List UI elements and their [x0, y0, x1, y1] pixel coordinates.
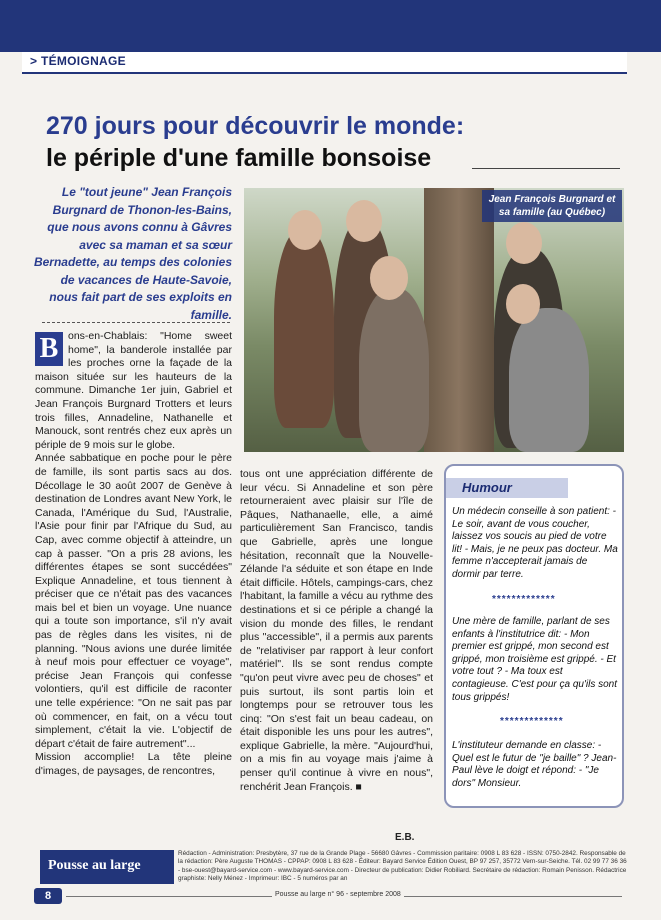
person-1 [274, 228, 334, 428]
humour-title: Humour [462, 480, 512, 495]
article-lede: Le "tout jeune" Jean François Burgnard de Thonon-les-Bains, que nous avons connu à Gâvres avec sa maman et sa sœur Bernadette, au temps des colonies de vacances de Haute-Savoie, nous fait part de ses exploits en famille. [33, 185, 232, 322]
article-paragraph-1: ons-en-Chablais: "Home sweet home", la banderole installée par les proches orne la façade de la maison située sur les hauteurs de la commune. Dimanche 1er juin, Gabriel et Jean François Burgnard Trotters et leurs trois filles, Annadeline, Nathanelle et Manouck, sont rentrés chez eux après un périple de 9 mois sur le globe. [35, 330, 232, 451]
title-rule [472, 168, 620, 169]
tree-trunk [424, 188, 494, 452]
family-photo [244, 188, 624, 452]
magazine-logo-text: Pousse au large [48, 858, 141, 873]
person-5 [509, 308, 589, 452]
author-signature: E.B. [395, 832, 415, 843]
person-3 [359, 288, 429, 452]
footer-credits: Rédaction - Administration: Presbytère, 37 rue de la Grande Plage - 56680 Gâvres - Commission paritaire: 0908 L 83 628 - ISSN: 0750-2842. Responsable de la rédaction: Père Auguste THOMAS - CPPAP: 0908 L 83 628 - Éditeur: Bayard Service Édition Ouest, BP 97 257, 35772 Vern-sur-Seiche. Tél. 02 99 77 36 36 - bse-ouest@bayard-service.com - www.bayard-service.com - Directeur de publication: Didier Robiliard. Secrétaire de rédaction: Romain Penisson. Rédactrice graphiste: Nelly Ménez - Imprimeur: IBC - 5 numéros par an [178, 850, 627, 883]
page-number: 8 [34, 888, 62, 904]
article-paragraph-2: Année sabbatique en poche pour le père de famille, ils sont partis sacs au dos. Décollage le 30 août 2007 de Genève à destination de Londres avant New York, le Canada, l'Amérique du Sud, l'Australie, l'Asie pour finir par l'Afrique du Sud, au Cap, avec comme objectif à atteindre, un cap à passer. "On a pris 28 avions, les différentes étapes se sont succédées" Explique Annadeline, et tous tiennent à préciser que ce n'était pas des vacances mais bel et bien un voyage. Une nuance qui a toute son importance, s'il n'y avait pas de règles dans les visites, ni de planning. "Nous avions une durée limitée à neuf mois pour effectuer ce voyage", précise Jean François qui confesse volontiers, qu'il est difficile de raconter une telle expérience: "On ne sait pas par où commencer, en fait, on a vécu tout simplement, c'était la vie. L'objectif de départ c'était de faire autrement"... [35, 452, 232, 750]
section-label: > TÉMOIGNAGE [30, 54, 126, 68]
issue-info: Pousse au large n° 96 - septembre 2008 [272, 891, 404, 898]
article-column-1 [35, 330, 232, 779]
magazine-logo [40, 850, 174, 884]
header-band [0, 0, 661, 52]
headline-line-1: 270 jours pour découvrir le monde: [46, 112, 465, 140]
humour-separator-1: ************* [492, 594, 556, 605]
lede-divider [42, 322, 230, 323]
article-column-2: tous ont une appréciation différente de leur vécu. Si Annadeline et son père retourneraient avec plaisir sur l'île de Pâques, Nathanaelle, elle, a aimé particulièrement San Francisco, tandis que Gabrielle, après une longue hésitation, reconnaît que la Nouvelle-Zélande l'a séduite et son étape en Inde était difficile. Hôtels, campings-cars, chez l'habitant, la famille a vécu au rythme des destinations et si ce périple a changé la vision du monde des filles, le rendant plus "accessible", il a permis aux parents de "relativiser par rapport à leur confort matériel". Ils se sont rendus compte "qu'on peut vivre avec peu de choses" et puis surtout, ils sont partis loin et longtemps pour se retrouver tous les cinq: "On s'est fait un beau cadeau, on était disponible les uns pour les autres", explique Gabrielle, la mère. "Aujourd'hui, on a mis fin au voyage mais j'aime à penser qu'il continue à vivre en nous", renchérit Jean François. ■ [240, 468, 433, 793]
humour-joke-1: Un médecin conseille à son patient: - Le soir, avant de vous coucher, laissez vos soucis au pied de votre lit! - Mais, je ne peux pas docteur. Ma femme n'accepterait jamais de dormir par terre. [452, 506, 618, 580]
humour-separator-2: ************* [500, 716, 564, 727]
face-4 [506, 222, 542, 264]
face-2 [346, 200, 382, 242]
face-5 [506, 284, 540, 324]
face-3 [370, 256, 408, 300]
photo-caption: Jean François Burgnard et sa famille (au Québec) [482, 190, 622, 222]
article-paragraph-3: Mission accomplie! La tête pleine d'images, de paysages, de rencontres, [35, 751, 232, 777]
humour-joke-2: Une mère de famille, parlant de ses enfants à l'institutrice dit: - Mon premier est grippé, mon second est grippé, mon troisième est grippé. - Et votre tout ? - Ma toux est contagieuse. C'est pour ça qu'ils sont tous grippés! [452, 616, 618, 703]
humour-joke-3: L'instituteur demande en classe: - Quel est le futur de "je baille" ? Jean-Paul lève le doigt et répond: - "Je dors" Monsieur. [452, 740, 617, 789]
face-1 [288, 210, 322, 250]
dropcap: B [35, 332, 63, 366]
headline-line-2: le périple d'une famille bonsoise [46, 144, 432, 172]
